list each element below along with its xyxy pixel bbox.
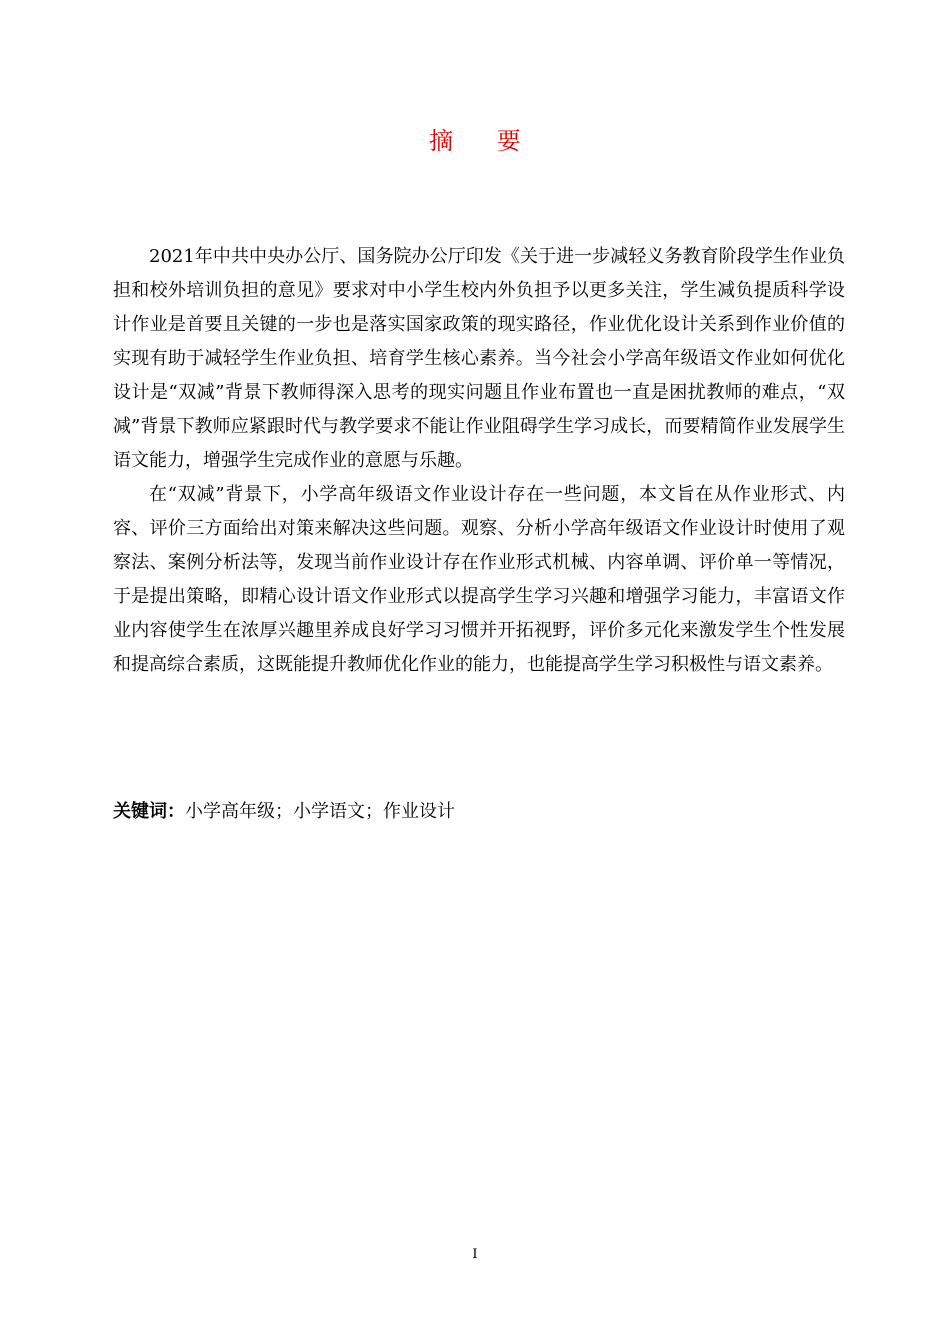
page-title: 摘 要	[429, 127, 539, 155]
abstract-body	[113, 240, 845, 682]
abstract-paragraph-1: 2021年中共中央办公厅、国务院办公厅印发《关于进一步减轻义务教育阶段学生作业负担和校外培训负担的意见》要求对中小学生校内外负担予以更多关注，学生减负提质科学设计作业是首要且关键的一步也是落实国家政策的现实路径，作业优化设计关系到作业价值的实现有助于减轻学生作业负担、培育学生核心素养。当今社会小学高年级语文作业如何优化设计是“双减”背景下教师得深入思考的现实问题且作业布置也一直是困扰教师的难点，“双减”背景下教师应紧跟时代与教学要求不能让作业阻碍学生学习成长，而要精简作业发展学生语文能力，增强学生完成作业的意愿与乐趣。	[113, 246, 845, 471]
page-number: I	[472, 1247, 478, 1262]
keywords-value: 小学高年级；小学语文；作业设计	[185, 801, 455, 822]
abstract-paragraph-2: 在“双减”背景下，小学高年级语文作业设计存在一些问题，本文旨在从作业形式、内容、评价三方面给出对策来解决这些问题。观察、分析小学高年级语文作业设计时使用了观察法、案例分析法等，发现当前作业设计存在作业形式机械、内容单调、评价单一等情况，于是提出策略，即精心设计语文作业形式以提高学生学习兴趣和增强学习能力，丰富语文作业内容使学生在浓厚兴趣里养成良好学习习惯并开拓视野，评价多元化来激发学生个性发展和提高综合素质，这既能提升教师优化作业的能力，也能提高学生学习积极性与语文素养。	[113, 484, 845, 675]
keywords-line	[113, 798, 845, 826]
keywords-label: 关键词：	[113, 801, 185, 822]
